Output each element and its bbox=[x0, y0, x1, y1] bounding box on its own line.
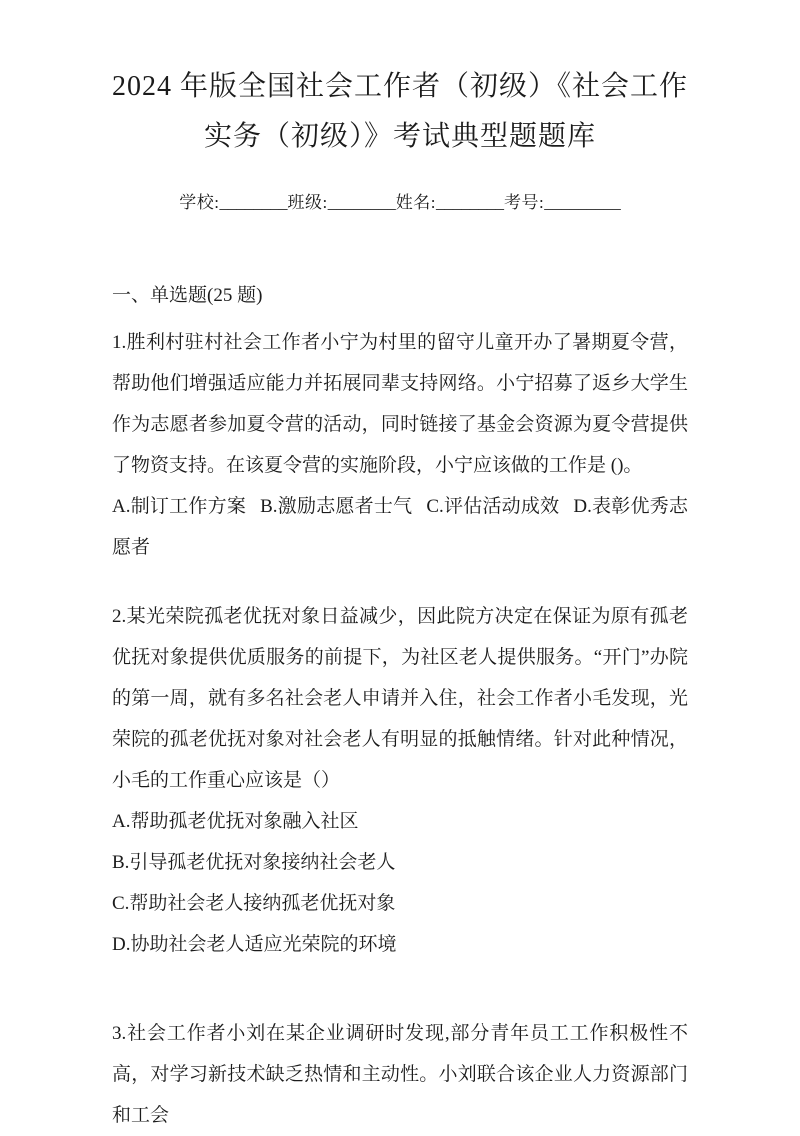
question-2-stem: 2.某光荣院孤老优抚对象日益减少，因此院方决定在保证为原有孤老优抚对象提供优质服务的前提下，为社区老人提供服务。“开门”办院的第一周，就有多名社会老人申请并入住，社会工作者小毛发现，光荣院的孤老优抚对象对社会老人有明显的抵触情绪。针对此种情况，小毛的工作重心应该是（） bbox=[112, 606, 688, 791]
question-3 bbox=[112, 1013, 688, 1136]
class-blank: ________ bbox=[327, 193, 396, 212]
question-2-option-a: A.帮助孤老优抚对象融入社区 bbox=[112, 811, 359, 832]
question-1-stem: 1.胜利村驻村社会工作者小宁为村里的留守儿童开办了暑期夏令营，帮助他们增强适应能力并拓展同辈支持网络。小宁招募了返乡大学生作为志愿者参加夏令营的活动，同时链接了基金会资源为夏令营提供了物资支持。在该夏令营的实施阶段，小宁应该做的工作是 ()。 bbox=[112, 332, 688, 476]
school-blank: ________ bbox=[219, 193, 288, 212]
question-1-option-d: D.表彰优秀志愿者 bbox=[112, 496, 688, 558]
question-2-option-b: B.引导孤老优抚对象接纳社会老人 bbox=[112, 852, 396, 873]
question-1-option-c: C.评估活动成效 bbox=[426, 496, 560, 517]
section-heading: 一、单选题(25 题) bbox=[112, 285, 263, 306]
question-3-stem: 3.社会工作者小刘在某企业调研时发现,部分青年员工工作积极性不高，对学习新技术缺乏热情和主动性。小刘联合该企业人力资源部门和工会 bbox=[112, 1023, 688, 1126]
exam-no-label: 考号: bbox=[503, 193, 545, 212]
exam-no-blank: _________ bbox=[544, 193, 621, 212]
question-1-option-b: B.激励志愿者士气 bbox=[260, 496, 413, 517]
question-1-option-a: A.制订工作方案 bbox=[112, 496, 247, 517]
name-label: 姓名: bbox=[395, 193, 436, 212]
name-blank: ________ bbox=[435, 193, 504, 212]
question-2-option-d: D.协助社会老人适应光荣院的环境 bbox=[112, 934, 397, 955]
question-1 bbox=[112, 322, 688, 568]
question-1-options bbox=[112, 486, 688, 568]
student-info-line bbox=[112, 188, 688, 213]
question-2 bbox=[112, 596, 688, 965]
school-label: 学校: bbox=[179, 193, 220, 212]
class-label: 班级: bbox=[287, 193, 328, 212]
document-title: 2024 年版全国社会工作者（初级）《社会工作实务（初级）》考试典型题题库 bbox=[112, 71, 689, 152]
question-2-option-c: C.帮助社会老人接纳孤老优抚对象 bbox=[112, 893, 396, 914]
